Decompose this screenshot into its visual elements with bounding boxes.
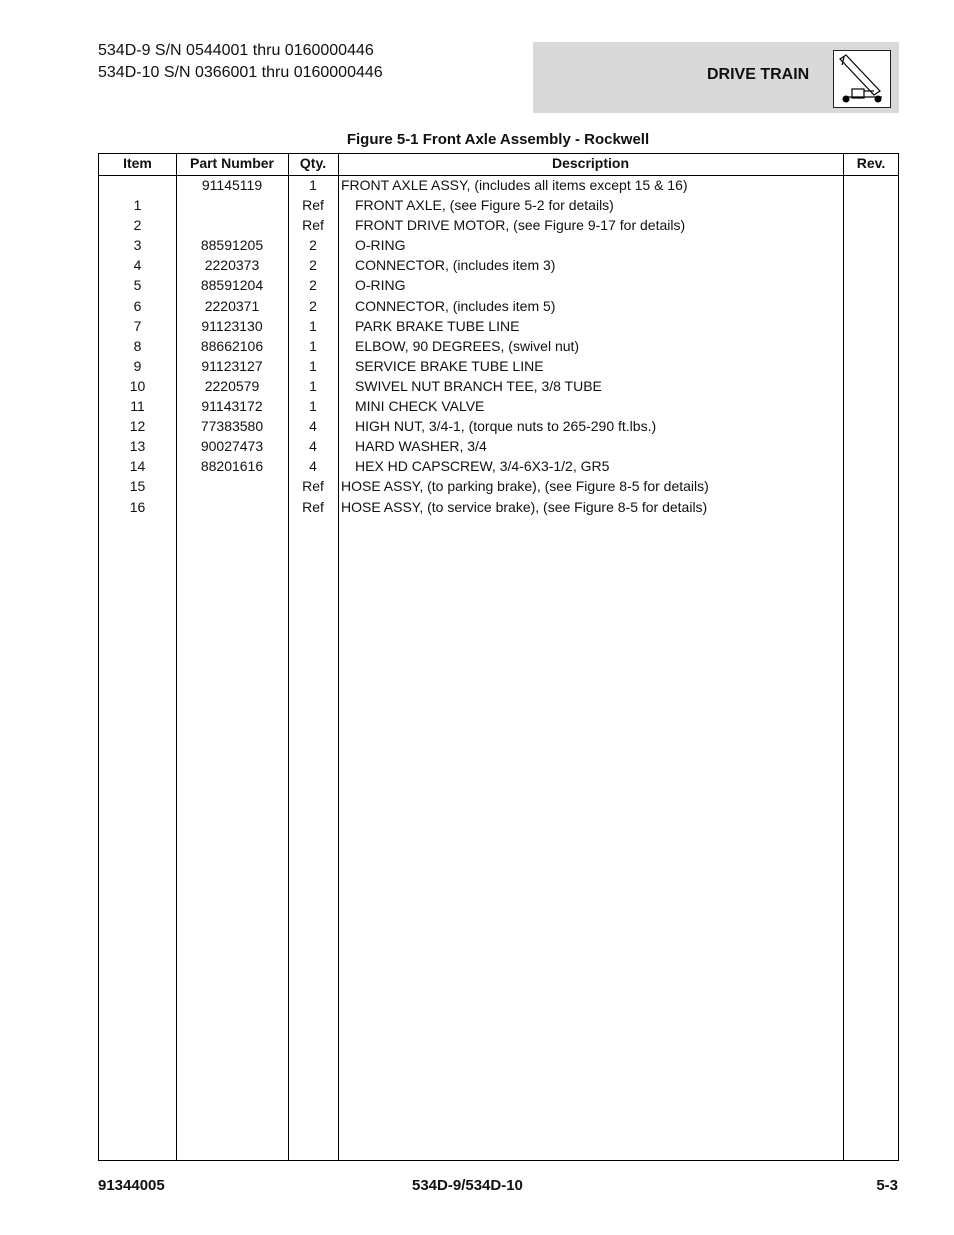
cell-item: 9 bbox=[133, 357, 142, 374]
footer-doc-number: 91344005 bbox=[98, 1177, 165, 1194]
table-row bbox=[99, 276, 898, 296]
cell-description: FRONT AXLE, (see Figure 5-2 for details) bbox=[355, 197, 614, 214]
cell-qty: 2 bbox=[309, 297, 317, 314]
cell-description: SWIVEL NUT BRANCH TEE, 3/8 TUBE bbox=[355, 377, 602, 394]
cell-qty: 1 bbox=[309, 377, 317, 394]
model-line-2: 534D-10 S/N 0366001 thru 0160000446 bbox=[98, 64, 383, 81]
table-row bbox=[99, 216, 898, 236]
cell-description: FRONT DRIVE MOTOR, (see Figure 9-17 for details) bbox=[355, 217, 686, 234]
section-title: DRIVE TRAIN bbox=[707, 66, 810, 83]
section-tab bbox=[533, 42, 899, 113]
footer-models: 534D-9/534D-10 bbox=[412, 1177, 523, 1194]
cell-part-number: 2220579 bbox=[204, 377, 260, 394]
cell-item: 5 bbox=[133, 277, 142, 294]
table-row bbox=[99, 297, 898, 317]
cell-description: SERVICE BRAKE TUBE LINE bbox=[355, 357, 544, 374]
table-row bbox=[99, 437, 898, 457]
footer-page-number: 5-3 bbox=[876, 1177, 898, 1194]
cell-qty: Ref bbox=[302, 498, 324, 515]
model-line-1: 534D-9 S/N 0544001 thru 0160000446 bbox=[98, 42, 374, 59]
table-row bbox=[99, 357, 898, 377]
table-row bbox=[99, 417, 898, 437]
cell-description: FRONT AXLE ASSY, (includes all items except 15 & 16) bbox=[341, 177, 688, 193]
cell-description: ELBOW, 90 DEGREES, (swivel nut) bbox=[355, 337, 580, 354]
cell-description: PARK BRAKE TUBE LINE bbox=[355, 317, 520, 334]
cell-item: 4 bbox=[133, 257, 142, 274]
cell-description: MINI CHECK VALVE bbox=[355, 398, 485, 415]
column-header-qty: Qty. bbox=[299, 155, 327, 171]
table-row bbox=[99, 236, 898, 256]
cell-part-number: 91145119 bbox=[201, 177, 263, 193]
cell-part-number: 91123127 bbox=[201, 357, 263, 374]
cell-item: 14 bbox=[129, 458, 146, 475]
table-row bbox=[99, 196, 898, 216]
table-row bbox=[99, 317, 898, 337]
parts-table bbox=[98, 153, 899, 1161]
cell-part-number: 88591205 bbox=[200, 237, 264, 254]
cell-part-number: 2220373 bbox=[204, 257, 260, 274]
cell-item: 15 bbox=[129, 478, 146, 495]
table-row bbox=[99, 498, 898, 518]
cell-qty: 4 bbox=[309, 438, 317, 455]
cell-description: CONNECTOR, (includes item 5) bbox=[355, 297, 556, 314]
table-row bbox=[99, 176, 898, 196]
cell-description: HEX HD CAPSCREW, 3/4-6X3-1/2, GR5 bbox=[355, 458, 610, 475]
cell-qty: 4 bbox=[309, 418, 317, 435]
cell-part-number: 88662106 bbox=[200, 337, 264, 354]
cell-description: CONNECTOR, (includes item 3) bbox=[355, 257, 556, 274]
cell-qty: Ref bbox=[302, 478, 324, 495]
cell-item: 8 bbox=[133, 337, 142, 354]
cell-description: HOSE ASSY, (to service brake), (see Figure 8-5 for details) bbox=[341, 498, 708, 515]
cell-qty: 1 bbox=[309, 357, 317, 374]
table-row bbox=[99, 377, 898, 397]
table-row bbox=[99, 457, 898, 477]
cell-item: 7 bbox=[133, 317, 142, 334]
cell-item: 16 bbox=[129, 498, 146, 515]
table-body bbox=[99, 176, 898, 518]
table-row bbox=[99, 256, 898, 276]
cell-qty: 1 bbox=[309, 177, 317, 193]
cell-part-number: 88201616 bbox=[200, 458, 264, 475]
cell-qty: Ref bbox=[302, 197, 324, 214]
cell-part-number: 91123130 bbox=[201, 317, 263, 334]
figure-title: Figure 5-1 Front Axle Assembly - Rockwell bbox=[346, 131, 650, 148]
cell-part-number: 90027473 bbox=[200, 438, 264, 455]
cell-qty: 1 bbox=[309, 337, 317, 354]
cell-part-number: 77383580 bbox=[200, 418, 264, 435]
table-row bbox=[99, 337, 898, 357]
cell-qty: 2 bbox=[309, 277, 317, 294]
cell-part-number: 91143172 bbox=[201, 398, 263, 415]
cell-item: 3 bbox=[133, 237, 142, 254]
model-serial-header bbox=[98, 40, 383, 84]
cell-description: O-RING bbox=[355, 277, 406, 294]
table-row bbox=[99, 477, 898, 497]
column-header-rev: Rev. bbox=[856, 155, 886, 171]
cell-description: HIGH NUT, 3/4-1, (torque nuts to 265-290 ft.lbs.) bbox=[355, 418, 657, 435]
cell-item: 1 bbox=[133, 197, 142, 214]
cell-description: HARD WASHER, 3/4 bbox=[355, 438, 487, 455]
cell-item: 10 bbox=[129, 377, 146, 394]
cell-qty: 1 bbox=[309, 317, 317, 334]
cell-qty: 4 bbox=[309, 458, 317, 475]
column-header-part-number: Part Number bbox=[189, 155, 275, 171]
cell-item: 2 bbox=[133, 217, 142, 234]
cell-item: 13 bbox=[129, 438, 146, 455]
cell-item: 12 bbox=[129, 418, 146, 435]
drive-train-icon bbox=[833, 50, 891, 108]
cell-description: HOSE ASSY, (to parking brake), (see Figure 8-5 for details) bbox=[341, 478, 709, 495]
cell-part-number: 2220371 bbox=[204, 297, 260, 314]
cell-qty: 2 bbox=[309, 257, 317, 274]
cell-item: 11 bbox=[130, 398, 145, 415]
cell-qty: Ref bbox=[302, 217, 324, 234]
cell-item: 6 bbox=[133, 297, 142, 314]
column-header-item: Item bbox=[123, 155, 152, 171]
cell-qty: 2 bbox=[309, 237, 317, 254]
column-header-description: Description bbox=[551, 155, 629, 171]
table-row bbox=[99, 397, 898, 417]
cell-description: O-RING bbox=[355, 237, 406, 254]
cell-part-number: 88591204 bbox=[200, 277, 264, 294]
cell-qty: 1 bbox=[309, 398, 317, 415]
